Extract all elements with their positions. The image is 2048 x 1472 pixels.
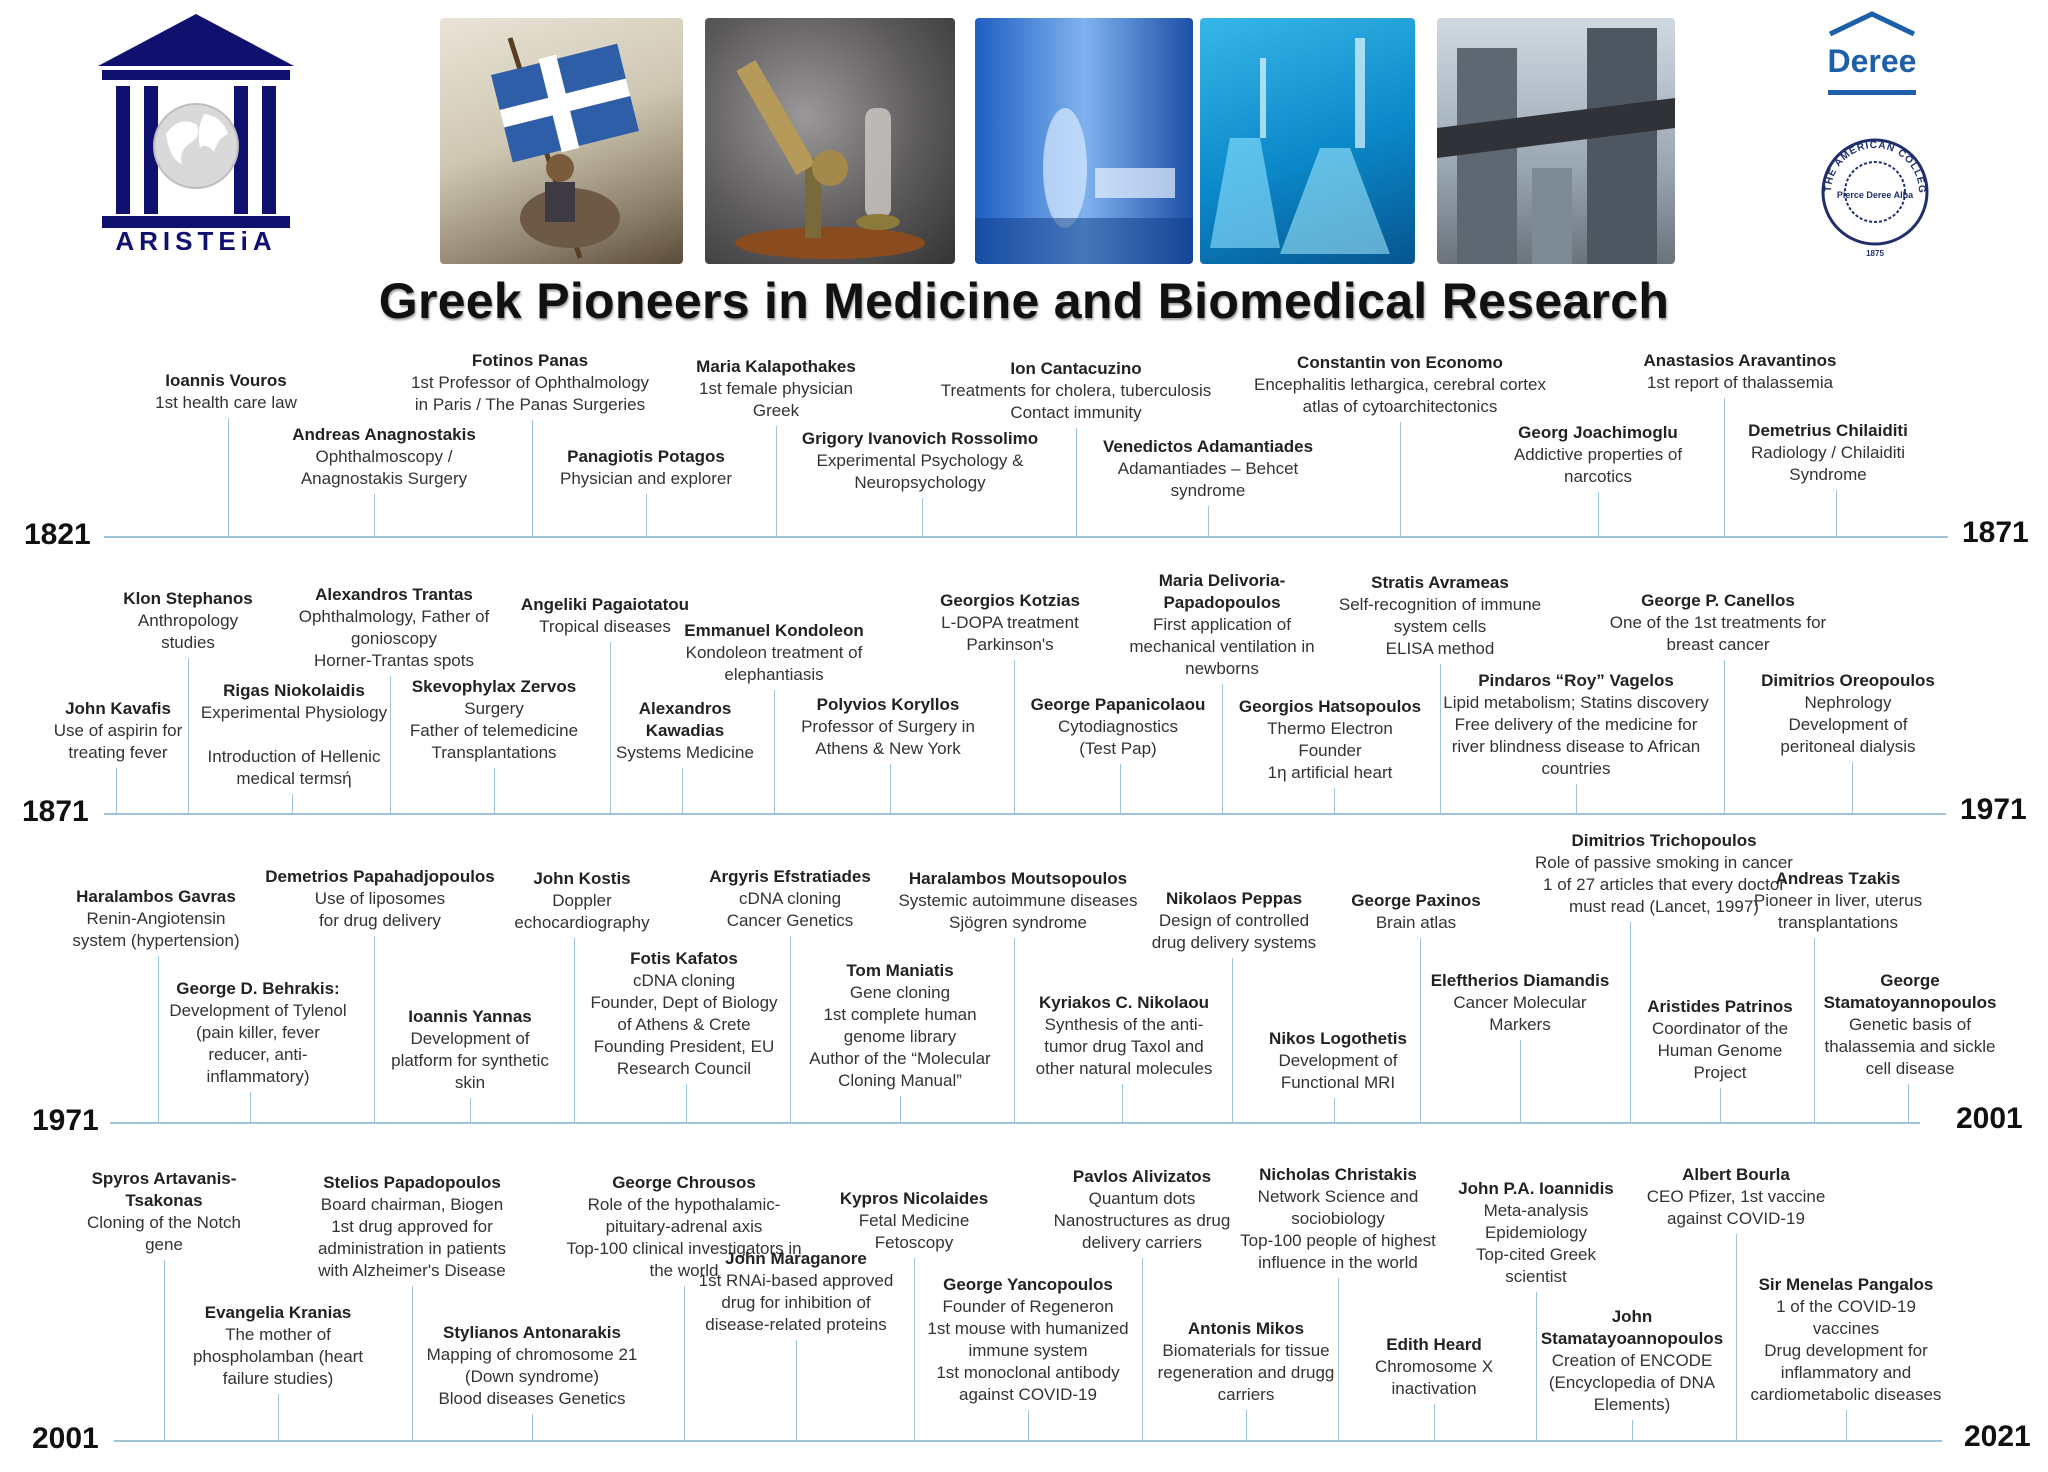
photo-buildings (1437, 18, 1675, 264)
event-description: Meta-analysis Epidemiology Top-cited Greek scientist (1476, 1201, 1596, 1286)
event-name: George Yancopoulos (943, 1275, 1113, 1294)
timeline-event (486, 446, 806, 490)
event-connector (922, 498, 923, 536)
event-name: Sir Menelas Pangalos (1758, 1275, 1934, 1294)
timeline-event (916, 358, 1236, 424)
event-description: cDNA cloning Founder, Dept of Biology of Athens & Crete Founding President, EU Research Council (590, 971, 778, 1078)
event-name: Stratis Avrameas (1371, 573, 1509, 592)
event-connector (1846, 1410, 1847, 1440)
event-description: Lipid metabolism; Statins discovery Free delivery of the medicine for river blindness disease to African countries (1443, 693, 1709, 778)
event-description: One of the 1st treatments for breast cancer (1609, 613, 1827, 654)
event-name: Anastasios Aravantinos (1643, 351, 1837, 370)
event-connector (250, 1092, 251, 1122)
event-name: Stelios Papadopoulos (323, 1173, 501, 1192)
event-name: Haralambos Moutsopoulos (908, 869, 1128, 888)
timeline-event (1678, 868, 1998, 934)
event-description: Development of platform for synthetic skin (391, 1029, 549, 1092)
timeline-start-year: 1971 (32, 1104, 99, 1137)
event-description: 1 of the COVID-19 vaccines Drug development for inflammatory and cardiometabolic diseases (1750, 1297, 1942, 1404)
event-description: Professor of Surgery in Athens & New York (801, 717, 975, 758)
event-name: Spyros Artavanis- Tsakonas (91, 1169, 237, 1210)
event-name: Kyriakos C. Nikolaou (1038, 993, 1210, 1012)
event-description: Addictive properties of narcotics (1513, 445, 1683, 486)
event-connector (1576, 784, 1577, 813)
event-description: Anthropology studies (137, 611, 239, 652)
event-description: Experimental Physiology Introduction of Hellenic medical termsή (200, 703, 388, 788)
event-name: John Maraganore (725, 1249, 867, 1268)
timeline-event (1178, 1028, 1498, 1094)
event-name: Alexandros Kawadias (638, 699, 732, 740)
timeline-event (1668, 420, 1988, 486)
timeline-end-year: 1871 (1962, 516, 2029, 549)
event-connector (1434, 1404, 1435, 1440)
aristeia-label: ARISTEiA (115, 226, 277, 250)
photo-microscope (705, 18, 955, 264)
event-name: Panagiotis Potagos (567, 447, 725, 466)
event-name: Evangelia Kranias (204, 1303, 352, 1322)
event-name: Edith Heard (1386, 1335, 1482, 1354)
event-connector (1334, 788, 1335, 813)
event-name: Skevophylax Zervos (411, 677, 577, 696)
event-description: 1st RNAi-based approved drug for inhibition of disease-related proteins (698, 1271, 894, 1334)
event-description: Physician and explorer (560, 469, 732, 488)
event-name: Klon Stephanos (123, 589, 253, 608)
event-name: Ioannis Yannas (408, 1007, 532, 1026)
event-description: Role of passive smoking in cancer 1 of 27 articles that every doctor must read (Lancet, 1997) (1535, 853, 1793, 916)
seal-outer-text: THE AMERICAN COLLEG (1822, 139, 1928, 195)
event-name: Maria Kalapothakes (696, 357, 856, 376)
event-description: Fetal Medicine Fetoscopy (858, 1211, 970, 1252)
event-connector (900, 1096, 901, 1122)
deree-label: Deree (1827, 43, 1917, 79)
event-description: Gene cloning 1st complete human genome library Author of the “Molecular Cloning Manual” (809, 983, 991, 1090)
timeline-end-year: 1971 (1960, 793, 2027, 826)
event-description: CEO Pfizer, 1st vaccine against COVID-19 (1646, 1187, 1826, 1228)
timeline-event (1576, 1164, 1896, 1230)
event-connector (1400, 422, 1401, 536)
event-name: Andreas Anagnostakis (292, 425, 476, 444)
event-description: Pioneer in liver, uterus transplantations (1753, 891, 1923, 932)
event-description: Nephrology Development of peritoneal dialysis (1780, 693, 1916, 756)
timeline-event (1048, 436, 1368, 502)
event-description: Self-recognition of immune system cells ELISA method (1338, 595, 1542, 658)
timeline-event (1280, 572, 1600, 660)
event-name: Ion Cantacuzino (1010, 359, 1142, 378)
event-connector (646, 494, 647, 536)
event-description: Encephalitis lethargica, cerebral cortex atlas of cytoarchitectonics (1254, 375, 1546, 416)
event-description: Development of Functional MRI (1278, 1051, 1398, 1092)
event-name: Venedictos Adamantiades (1102, 437, 1314, 456)
event-connector (686, 1084, 687, 1122)
timeline-axis (110, 1122, 1920, 1124)
timeline-event (1580, 350, 1900, 394)
american-college-seal (1800, 126, 1950, 262)
seal-year: 1875 (1866, 249, 1884, 258)
event-name: Pindaros “Roy” Vagelos (1478, 671, 1674, 690)
event-connector (292, 794, 293, 813)
event-name: Georg Joachimoglu (1518, 423, 1678, 442)
event-name: Aristides Patrinos (1647, 997, 1793, 1016)
svg-text:THE AMERICAN COLLEGE OF GREECE (1800, 126, 1927, 194)
timeline-event (760, 428, 1080, 494)
aristeia-logo (86, 14, 306, 250)
event-description: Thermo Electron Founder 1η artificial heart (1267, 719, 1393, 782)
event-connector (532, 1414, 533, 1440)
timeline-event (616, 356, 936, 422)
event-name: Demetrius Chilaiditi (1748, 421, 1908, 440)
event-description: 1st female physician Greek (698, 379, 854, 420)
event-name: George Stamatoyannopoulos (1823, 971, 1997, 1012)
event-connector (1028, 1410, 1029, 1440)
event-description: Systems Medicine (616, 743, 754, 762)
event-description: Use of liposomes for drug delivery (314, 889, 446, 930)
event-name: Kypros Nicolaides (839, 1189, 989, 1208)
event-connector (1120, 764, 1121, 813)
timeline-event (66, 370, 386, 414)
deree-logo (1796, 6, 1948, 111)
timeline-start-year: 1871 (22, 795, 89, 828)
timeline-event (1686, 1274, 2006, 1406)
event-connector (1246, 1410, 1247, 1440)
event-description: Network Science and sociobiology Top-100 people of highest influence in the world (1240, 1187, 1436, 1272)
event-description: Adamantiades – Behcet syndrome (1117, 459, 1299, 500)
event-description: Coordinator of the Human Genome Project (1651, 1019, 1789, 1082)
photo-greek-flag (440, 18, 683, 264)
event-name: Demetrios Papahadjopoulos (265, 867, 495, 886)
event-connector (470, 1098, 471, 1122)
event-name: Haralambos Gavras (76, 887, 236, 906)
event-description: Chromosome X inactivation (1374, 1357, 1494, 1398)
event-name: Ioannis Vouros (165, 371, 287, 390)
event-name: Polyvios Koryllos (816, 695, 960, 714)
event-description: Synthesis of the anti- tumor drug Taxol and other natural molecules (1035, 1015, 1213, 1078)
photo-lab-glassware (1200, 18, 1415, 264)
event-connector (1632, 1420, 1633, 1440)
event-description: Kondoleon treatment of elephantiasis (685, 643, 863, 684)
photo-hospital-corridor (975, 18, 1193, 264)
event-name: Nikos Logothetis (1269, 1029, 1407, 1048)
event-name: Rigas Niokolaidis (223, 681, 365, 700)
event-connector (1208, 506, 1209, 536)
event-name: George D. Behrakis: (176, 979, 340, 998)
timeline-end-year: 2001 (1956, 1102, 2023, 1135)
event-description: Cloning of the Notch gene (86, 1213, 242, 1254)
event-name: George Paxinos (1351, 891, 1481, 910)
event-name: Maria Delivoria- Papadopoulos (1158, 571, 1286, 612)
event-description: Treatments for cholera, tuberculosis Contact immunity (940, 381, 1212, 422)
event-name: Dimitrios Oreopoulos (1761, 671, 1935, 690)
event-description: 1st Professor of Ophthalmology in Paris / The Panas Surgeries (410, 373, 650, 414)
event-description: Tropical diseases (539, 617, 671, 636)
event-description: Quantum dots Nanostructures as drug delivery carriers (1053, 1189, 1231, 1252)
event-connector (796, 1340, 797, 1440)
event-description: Founder of Regeneron 1st mouse with humanized immune system 1st monoclonal antibody against COVID-19 (927, 1297, 1129, 1404)
event-name: Nikolaos Peppas (1165, 889, 1303, 908)
event-description: Biomaterials for tissue regeneration and drugg carriers (1157, 1341, 1335, 1404)
event-name: Fotinos Panas (471, 351, 589, 370)
event-name: John P.A. Ioannidis (1458, 1179, 1614, 1198)
event-description: Board chairman, Biogen 1st drug approved for administration in patients with Alzheimer's Disease (317, 1195, 507, 1280)
timeline-event (1750, 970, 2048, 1080)
event-name: Emmanuel Kondoleon (684, 621, 864, 640)
event-description: Mapping of chromosome 21 (Down syndrome) Blood diseases Genetics (426, 1345, 638, 1408)
event-description: L-DOPA treatment Parkinson's (941, 613, 1079, 654)
event-connector (1908, 1084, 1909, 1122)
event-description: Cancer Molecular Markers (1453, 993, 1587, 1034)
event-description: Development of Tylenol (pain killer, fever reducer, anti- inflammatory) (169, 1001, 347, 1086)
event-description: Cytodiagnostics (Test Pap) (1057, 717, 1178, 758)
timeline-axis (104, 536, 1948, 538)
event-name: Tom Maniatis (846, 961, 954, 980)
timeline-start-year: 1821 (24, 518, 91, 551)
timeline-start-year: 2001 (32, 1422, 99, 1455)
event-name: Stylianos Antonarakis (443, 1323, 621, 1342)
event-connector (1598, 492, 1599, 536)
event-name: John Stamatayoannopoulos (1540, 1307, 1724, 1348)
event-description: Design of controlled drug delivery systems (1151, 911, 1317, 952)
event-name: Antonis Mikos (1187, 1319, 1305, 1338)
timeline-end-year: 2021 (1964, 1420, 2031, 1453)
page-title: Greek Pioneers in Medicine and Biomedical Research (378, 273, 1670, 329)
event-description: Ophthalmoscopy / Anagnostakis Surgery (300, 447, 468, 488)
event-name: Angeliki Pagaiotatou (520, 595, 690, 614)
event-description: Renin-Angiotensin system (hypertension) (72, 909, 240, 950)
event-description: Doppler echocardiography (514, 891, 650, 932)
event-description: First application of mechanical ventilation in newborns (1129, 615, 1315, 678)
event-name: Grigory Ivanovich Rossolimo (801, 429, 1039, 448)
event-description: 1st health care law (155, 393, 297, 412)
event-connector (890, 764, 891, 813)
event-name: George Papanicolaou (1030, 695, 1206, 714)
timeline-axis (104, 813, 1946, 815)
event-name: Alexandros Trantas (315, 585, 473, 604)
event-name: George Chrousos (612, 1173, 756, 1192)
event-name: Georgios Kotzias (940, 591, 1080, 610)
event-description: The mother of phospholamban (heart failure studies) (192, 1325, 364, 1388)
event-description: Use of aspirin for treating fever (53, 721, 183, 762)
timeline-event (1688, 670, 2008, 758)
event-connector (1520, 1040, 1521, 1122)
timeline-axis (114, 1440, 1942, 1442)
event-name: Argyris Efstratiades (709, 867, 871, 886)
event-name: Constantin von Economo (1297, 353, 1503, 372)
event-name: Eleftherios Diamandis (1430, 971, 1610, 990)
event-description: Creation of ENCODE (Encyclopedia of DNA Elements) (1548, 1351, 1716, 1414)
event-name: Pavlos Alivizatos (1072, 1167, 1212, 1186)
event-connector (1720, 1088, 1721, 1122)
event-name: Dimitrios Trichopoulos (1571, 831, 1757, 850)
event-name: Fotis Kafatos (630, 949, 738, 968)
event-description: Radiology / Chilaiditi Syndrome (1750, 443, 1906, 484)
event-name: Georgios Hatsopoulos (1238, 697, 1422, 716)
timeline-event (1240, 352, 1560, 418)
event-description: Systemic autoimmune diseases Sjögren syndrome (898, 891, 1138, 932)
event-connector (494, 768, 495, 813)
event-name: George P. Canellos (1641, 591, 1795, 610)
event-name: Andreas Tzakis (1775, 869, 1901, 888)
event-name: Nicholas Christakis (1259, 1165, 1417, 1184)
event-connector (1852, 762, 1853, 813)
event-connector (682, 768, 683, 813)
event-description: cDNA cloning Cancer Genetics (726, 889, 854, 930)
event-description: Experimental Psychology & Neuropsychology (816, 451, 1024, 492)
event-description: Genetic basis of thalassemia and sickle cell disease (1824, 1015, 1996, 1078)
event-connector (1334, 1098, 1335, 1122)
event-connector (116, 768, 117, 813)
seal-inner-text: Pierce Deree Alba (1836, 190, 1914, 200)
event-connector (1122, 1084, 1123, 1122)
event-connector (1836, 490, 1837, 536)
timeline-event (1558, 590, 1878, 656)
event-name: Albert Bourla (1682, 1165, 1790, 1184)
event-description: Ophthalmology, Father of gonioscopy Horner-Trantas spots (298, 607, 490, 670)
event-connector (278, 1394, 279, 1440)
event-description: 1st report of thalassemia (1646, 373, 1834, 392)
event-description: Role of the hypothalamic- pituitary-adrenal axis Top-100 clinical investigators in the world (566, 1195, 802, 1280)
event-description: Brain atlas (1375, 913, 1457, 932)
event-description: Surgery Father of telemedicine Transplantations (409, 699, 579, 762)
event-name: John Kostis (533, 869, 631, 888)
event-connector (374, 494, 375, 536)
event-name: John Kavafis (65, 699, 171, 718)
